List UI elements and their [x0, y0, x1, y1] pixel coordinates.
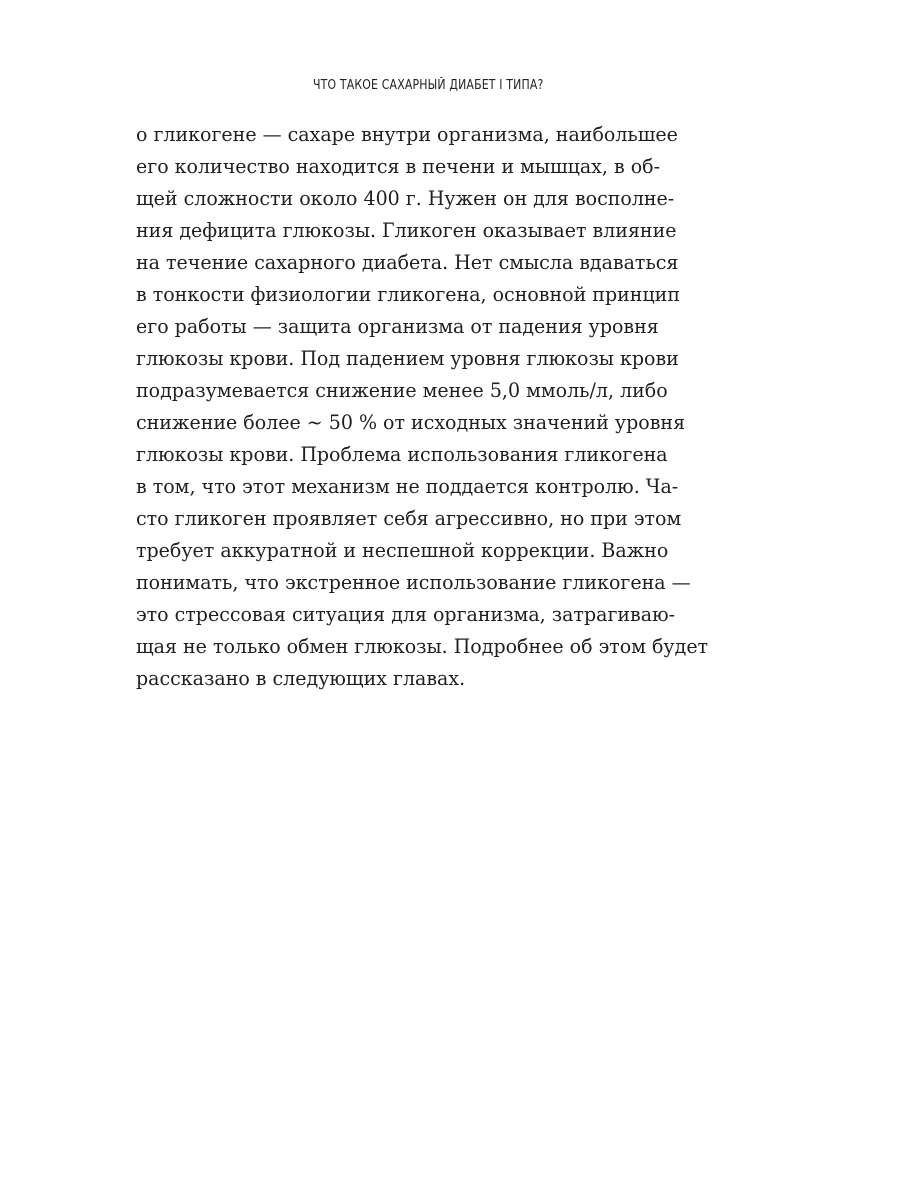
text-line: ния дефицита глюкозы. Гликоген оказывает влияние — [136, 218, 677, 242]
text-line: сто гликоген проявляет себя агрессивно, но при этом — [136, 506, 682, 530]
text-line: щей сложности около 400 г. Нужен он для восполне- — [136, 186, 675, 210]
text-line: его работы — защита организма от падения уровня — [136, 314, 659, 338]
text-line: глюкозы крови. Проблема использования гликогена — [136, 442, 668, 466]
text-line: снижение более ~ 50 % от исходных значений уровня — [136, 410, 686, 434]
text-line: подразумевается снижение менее 5,0 ммоль/л, либо — [136, 378, 668, 402]
text-line: рассказано в следующих главах. — [136, 666, 466, 690]
text-line: это стрессовая ситуация для организма, затрагиваю- — [136, 602, 676, 626]
body-text — [136, 118, 766, 694]
text-line: понимать, что экстренное использование гликогена — — [136, 570, 691, 594]
text-line: о гликогене — сахаре внутри организма, наибольшее — [136, 122, 678, 146]
text-line: в тонкости физиологии гликогена, основной принцип — [136, 282, 681, 306]
text-line: щая не только обмен глюкозы. Подробнее об этом будет — [136, 634, 709, 658]
text-line: требует аккуратной и неспешной коррекции. Важно — [136, 538, 669, 562]
text-line: его количество находится в печени и мышцах, в об- — [136, 154, 661, 178]
text-line: на течение сахарного диабета. Нет смысла вдаваться — [136, 250, 679, 274]
text-line: в том, что этот механизм не поддается контролю. Ча- — [136, 474, 679, 498]
text-line: глюкозы крови. Под падением уровня глюкозы крови — [136, 346, 679, 370]
running-head: ЧТО ТАКОЕ САХАРНЫЙ ДИАБЕТ I ТИПА? — [313, 78, 544, 93]
